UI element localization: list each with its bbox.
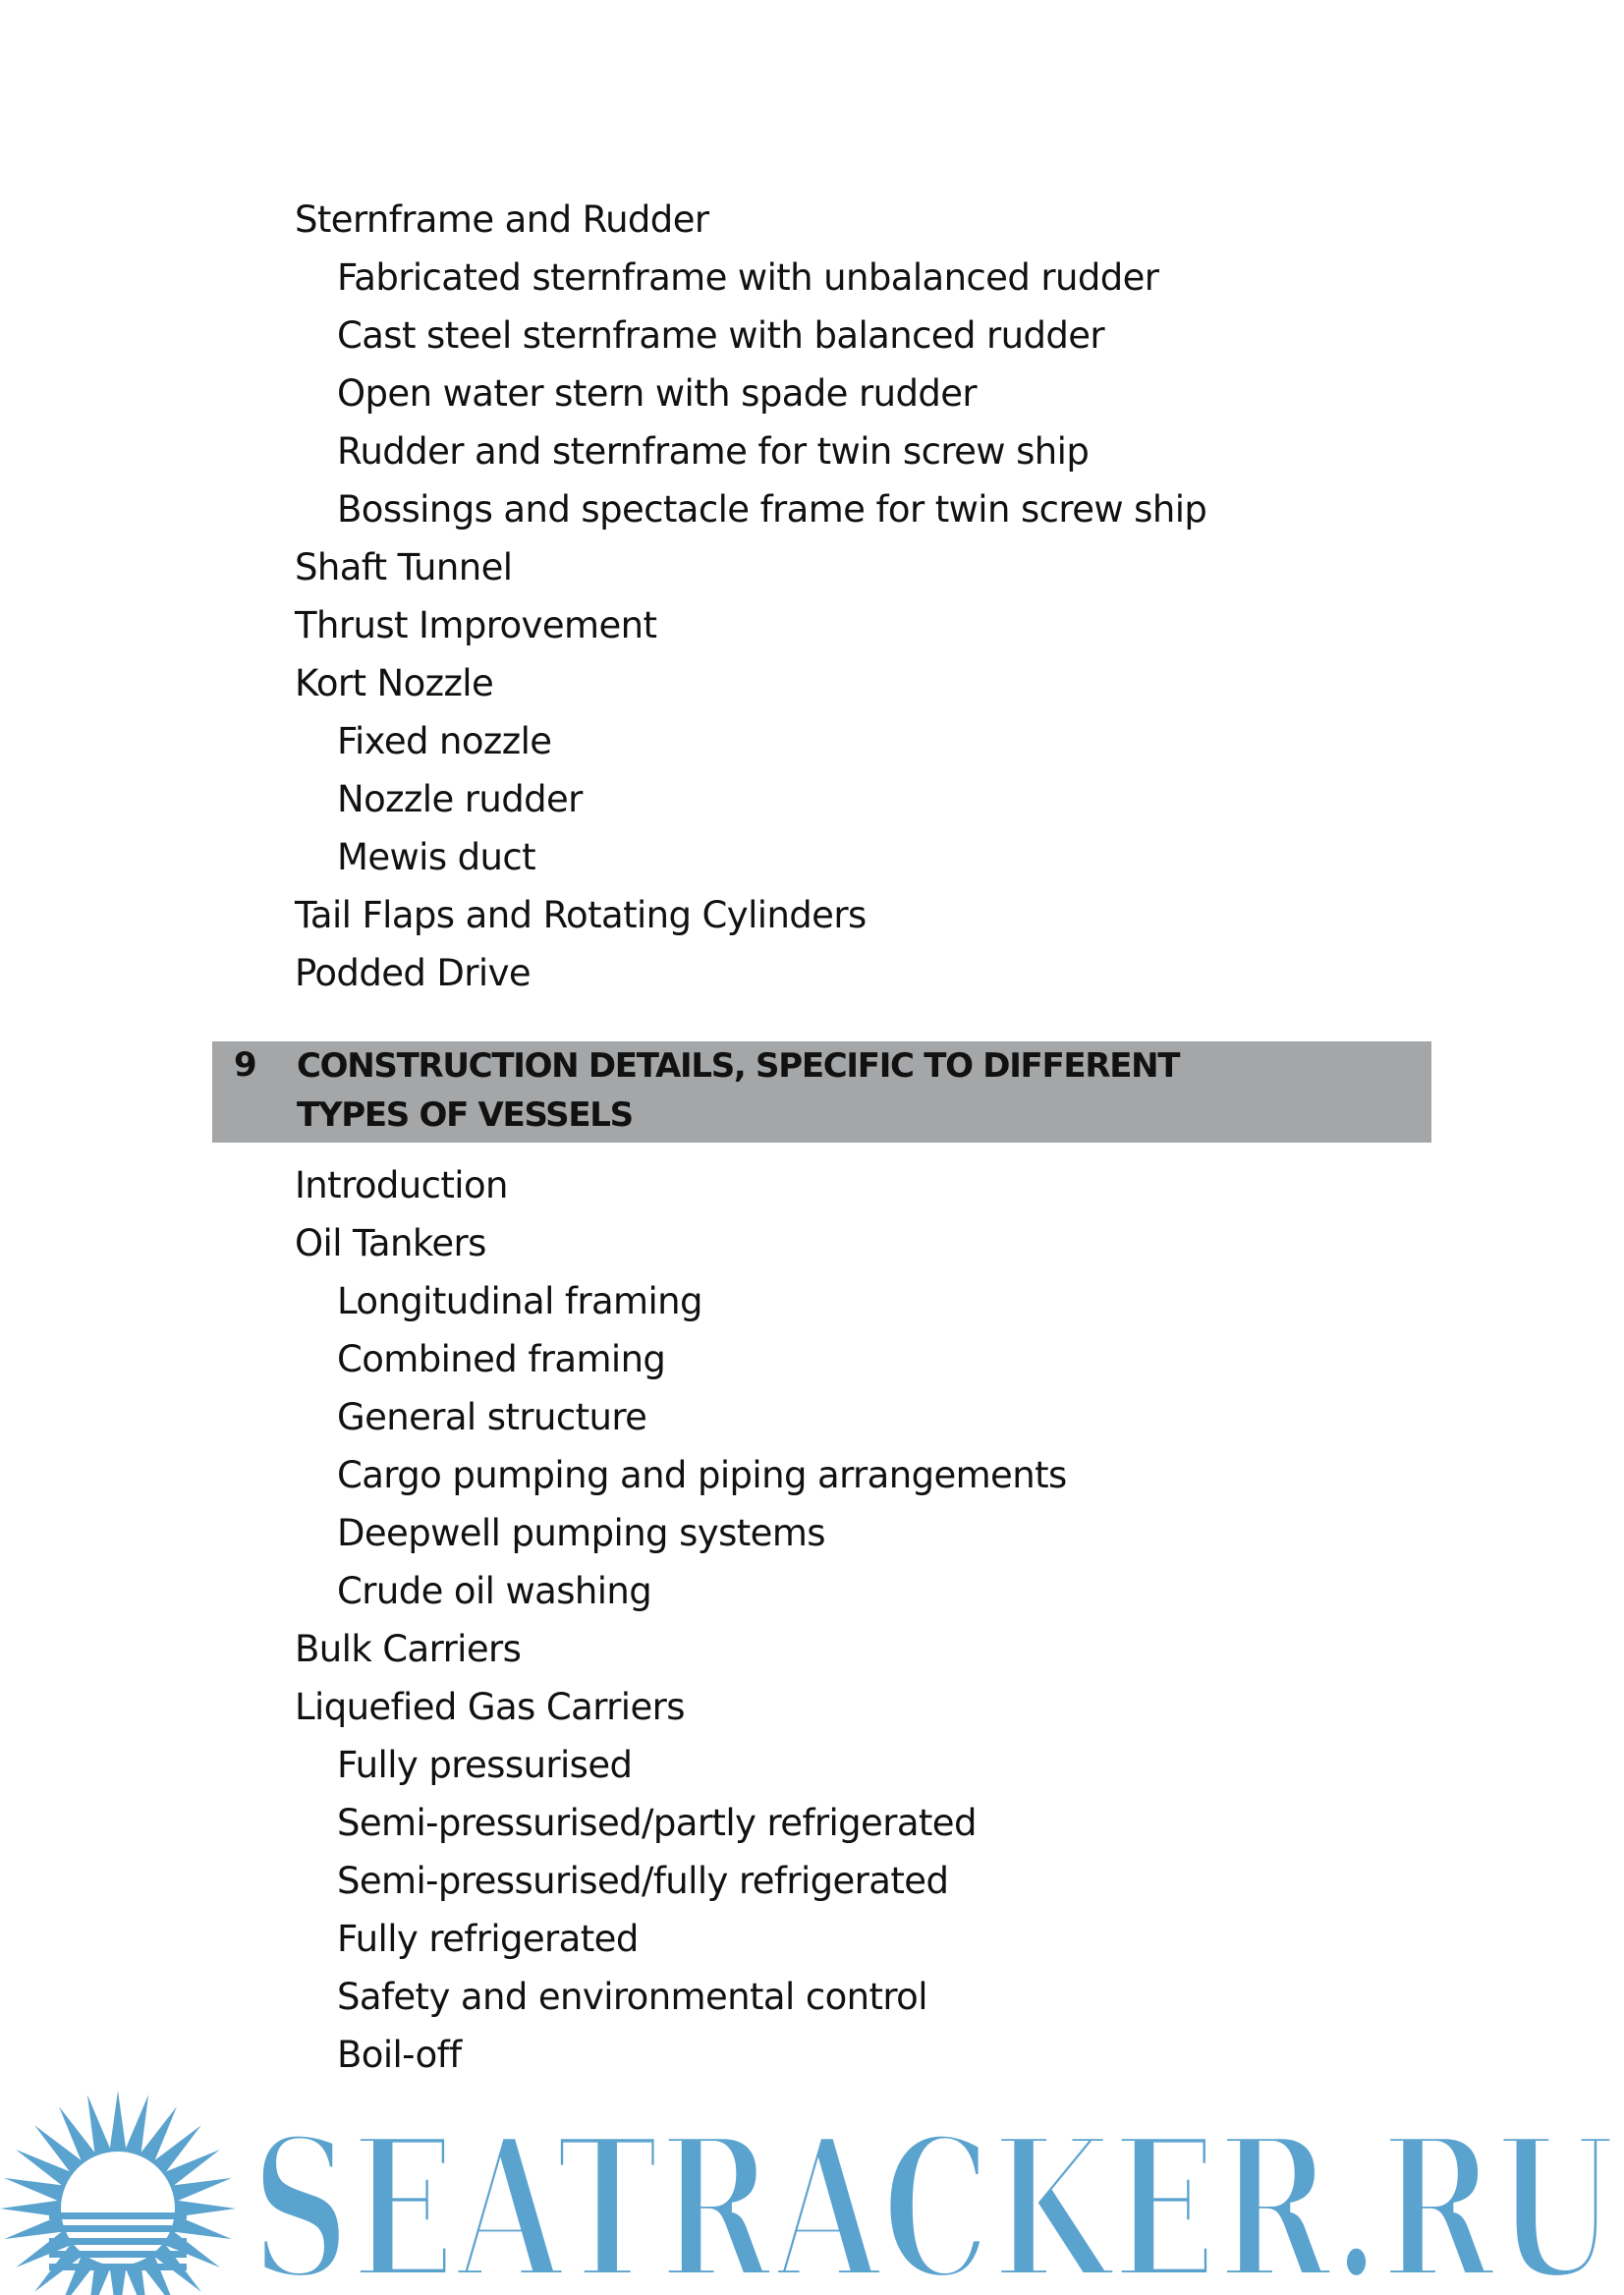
toc-subentry-fixed-nozzle: Fixed nozzle (337, 720, 552, 762)
chapter-heading-band (212, 1041, 1431, 1143)
sun-stripe (49, 2212, 187, 2219)
toc-subentry-cargo-pumping-and-piping-arrangements: Cargo pumping and piping arrangements (337, 1454, 1067, 1496)
toc-subentry-semi-pressurised-partly-refrigerated: Semi-pressurised/partly refrigerated (337, 1802, 977, 1844)
sun-disc (61, 2152, 175, 2266)
sun-icon (0, 2091, 236, 2295)
chapter-title-line-2: TYPES OF VESSELS (297, 1095, 633, 1135)
toc-entry-introduction: Introduction (295, 1164, 508, 1206)
chapter-number: 9 (234, 1045, 256, 1085)
toc-entry-podded-drive: Podded Drive (295, 952, 532, 994)
toc-subentry-longitudinal-framing: Longitudinal framing (337, 1280, 702, 1322)
toc-subentry-bossings-and-spectacle-frame-for-twin-screw-ship: Bossings and spectacle frame for twin screw ship (337, 488, 1207, 531)
toc-entry-bulk-carriers: Bulk Carriers (295, 1628, 522, 1670)
toc-entry-thrust-improvement: Thrust Improvement (295, 604, 657, 646)
toc-subentry-rudder-and-sternframe-for-twin-screw-ship: Rudder and sternframe for twin screw ship (337, 430, 1090, 473)
toc-entry-oil-tankers: Oil Tankers (295, 1222, 486, 1264)
sun-stripe (49, 2238, 187, 2245)
toc-subentry-fully-refrigerated: Fully refrigerated (337, 1918, 639, 1960)
toc-subentry-combined-framing: Combined framing (337, 1338, 666, 1380)
toc-subentry-crude-oil-washing: Crude oil washing (337, 1570, 652, 1612)
toc-entry-shaft-tunnel: Shaft Tunnel (295, 546, 513, 588)
toc-subentry-general-structure: General structure (337, 1396, 647, 1438)
toc-subentry-open-water-stern-with-spade-rudder: Open water stern with spade rudder (337, 372, 978, 415)
sun-stripe (49, 2225, 187, 2232)
toc-subentry-safety-and-environmental-control: Safety and environmental control (337, 1976, 927, 2018)
toc-subentry-mewis-duct: Mewis duct (337, 836, 536, 878)
toc-subentry-semi-pressurised-fully-refrigerated: Semi-pressurised/fully refrigerated (337, 1860, 949, 1902)
toc-entry-sternframe-and-rudder: Sternframe and Rudder (295, 198, 709, 241)
chapter-title (297, 1041, 1179, 1140)
toc-subentry-fully-pressurised: Fully pressurised (337, 1744, 633, 1786)
toc-entry-liquefied-gas-carriers: Liquefied Gas Carriers (295, 1686, 685, 1728)
toc-subentry-fabricated-sternframe-with-unbalanced-rudder: Fabricated sternframe with unbalanced rudder (337, 256, 1159, 299)
toc-entry-kort-nozzle: Kort Nozzle (295, 662, 494, 704)
toc-section-list-top (295, 191, 1206, 1002)
toc-subentry-deepwell-pumping-systems: Deepwell pumping systems (337, 1512, 825, 1554)
toc-subentry-boil-off: Boil-off (337, 2034, 462, 2076)
chapter-title-line-1: CONSTRUCTION DETAILS, SPECIFIC TO DIFFERENT (297, 1046, 1180, 1086)
toc-subentry-cast-steel-sternframe-with-balanced-rudder: Cast steel sternframe with balanced rudder (337, 314, 1105, 357)
toc-subentry-nozzle-rudder: Nozzle rudder (337, 778, 583, 820)
sun-stripe (49, 2251, 187, 2258)
watermark-banner (0, 2081, 1624, 2295)
watermark-svg (0, 2081, 1624, 2295)
toc-entry-tail-flaps-and-rotating-cylinders: Tail Flaps and Rotating Cylinders (295, 894, 867, 936)
sun-stripe (49, 2264, 187, 2270)
watermark-text: SEATRACKER.RU (251, 2094, 1616, 2295)
toc-section-list-bottom (295, 1156, 1067, 2084)
